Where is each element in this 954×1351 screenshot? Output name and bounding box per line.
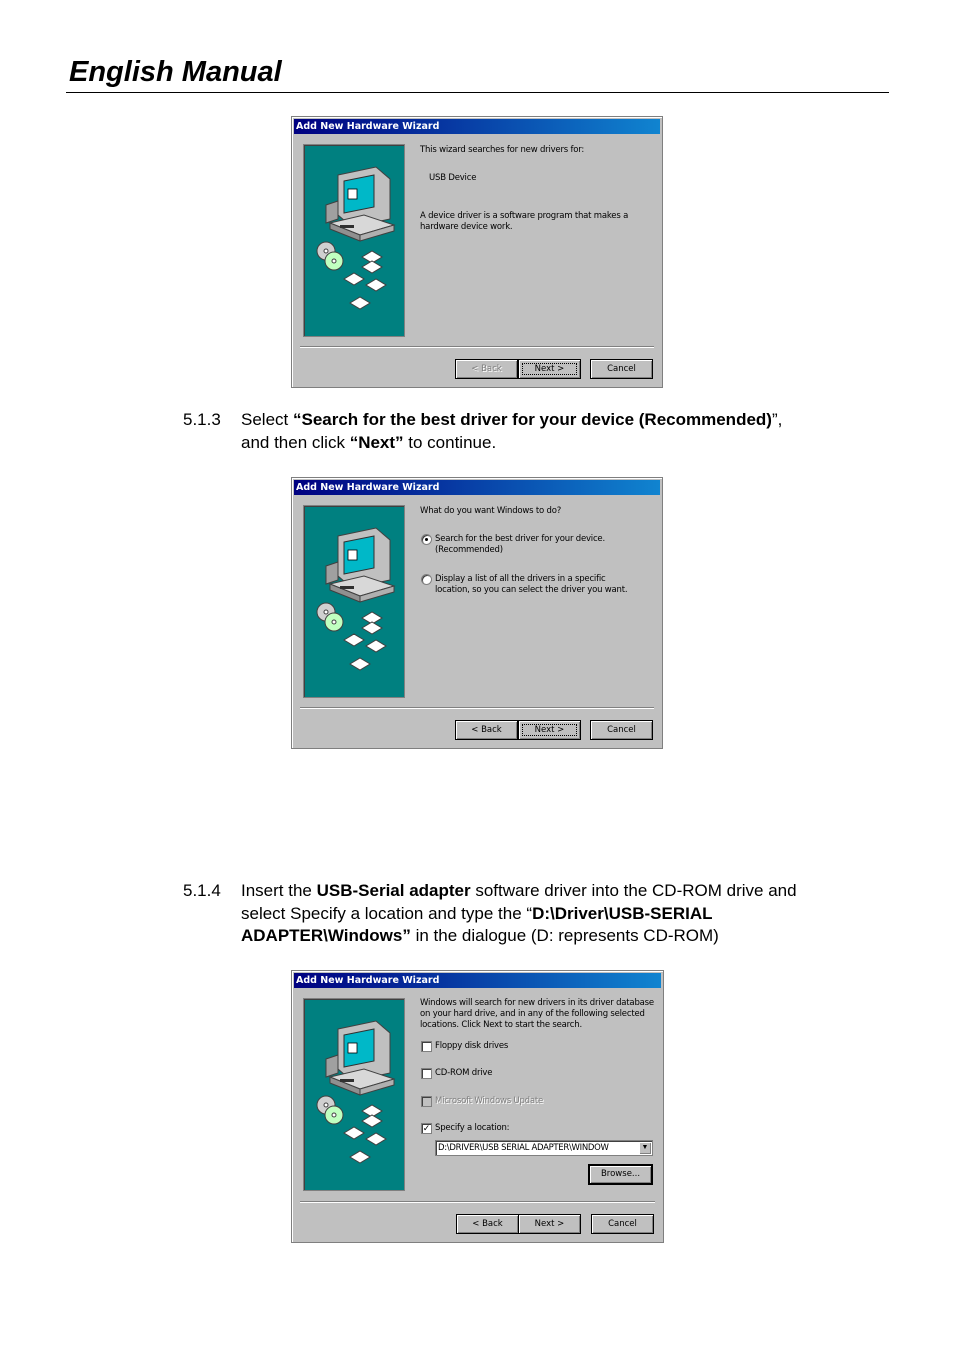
display-driver-list-radio[interactable] <box>421 574 432 585</box>
next-button[interactable]: Next > <box>518 720 581 740</box>
step-text <box>241 409 782 454</box>
step-text-bold: D:\Driver\USB-SERIAL <box>532 903 713 923</box>
computer-cd-icon <box>304 145 404 336</box>
step-text-plain: Select <box>241 410 293 429</box>
floppy-label: Floppy disk drives <box>435 1041 509 1051</box>
search-best-driver-radio[interactable] <box>421 534 432 545</box>
wizard-computer-illustration <box>303 998 405 1191</box>
device-name: USB Device <box>429 173 477 183</box>
step-text-bold: “Next” <box>349 432 404 452</box>
location-input[interactable]: D:\DRIVER\USB SERIAL ADAPTER\WINDOW <box>438 1143 609 1153</box>
intro-line-3: locations. Click Next to start the search. <box>420 1020 582 1030</box>
floppy-checkbox[interactable] <box>421 1041 432 1052</box>
instruction-step-5-1-3 <box>183 409 883 455</box>
wizard-intro-text: This wizard searches for new drivers for: <box>420 145 585 155</box>
page-header-title: English Manual <box>69 56 282 88</box>
back-button[interactable]: < Back <box>456 1214 519 1234</box>
option-list-line-2: location, so you can select the driver you want. <box>435 585 628 595</box>
wizard-computer-illustration <box>303 144 405 337</box>
windows-update-checkbox[interactable] <box>421 1096 432 1107</box>
description-line-1: A device driver is a software program that makes a <box>420 211 629 221</box>
computer-cd-icon <box>304 506 404 697</box>
next-button[interactable]: Next > <box>518 1214 581 1234</box>
step-text-plain: and then click <box>241 432 350 452</box>
dialog-titlebar: Add New Hardware Wizard <box>294 973 661 988</box>
wizard-dialog-3 <box>291 970 664 1243</box>
step-text-plain: software driver into the CD-ROM drive and <box>470 881 797 900</box>
cancel-button[interactable]: Cancel <box>590 720 653 740</box>
browse-button[interactable]: Browse... <box>589 1165 652 1184</box>
step-text-bold: ADAPTER\Windows” <box>241 926 411 945</box>
dialog-separator <box>300 346 654 348</box>
dialog-titlebar: Add New Hardware Wizard <box>294 119 660 134</box>
header-divider <box>66 92 889 93</box>
wizard-dialog-1 <box>291 116 663 388</box>
option-search-line-2: (Recommended) <box>435 545 503 555</box>
back-button[interactable]: < Back <box>455 720 518 740</box>
step-text-plain: ”, <box>771 410 783 429</box>
step-text-plain: to continue. <box>403 432 497 452</box>
location-combobox[interactable] <box>435 1140 653 1156</box>
wizard-dialog-2 <box>291 477 663 749</box>
cdrom-label: CD-ROM drive <box>435 1068 493 1078</box>
specify-location-checkbox[interactable] <box>421 1123 432 1134</box>
wizard-computer-illustration <box>303 505 405 698</box>
step-text-plain: Insert the <box>241 881 317 900</box>
checkmark-icon: ✓ <box>422 1123 431 1133</box>
description-line-2: hardware device work. <box>420 222 513 232</box>
dialog-titlebar: Add New Hardware Wizard <box>294 480 660 495</box>
specify-location-label: Specify a location: <box>435 1123 510 1133</box>
step-text-bold: “Search for the best driver for your device (Recommended) <box>292 410 772 429</box>
step-number: 5.1.3 <box>183 410 221 429</box>
step-number: 5.1.4 <box>183 881 221 900</box>
step-text-plain: in the dialogue (D: represents CD-ROM) <box>410 926 719 945</box>
cdrom-checkbox[interactable] <box>421 1068 432 1079</box>
cancel-button[interactable]: Cancel <box>590 359 653 379</box>
cancel-button[interactable]: Cancel <box>591 1214 654 1234</box>
step-text <box>241 880 797 948</box>
computer-cd-icon <box>304 999 404 1190</box>
intro-line-1: Windows will search for new drivers in its driver database <box>420 998 654 1008</box>
wizard-question: What do you want Windows to do? <box>420 506 562 516</box>
intro-line-2: on your hard drive, and in any of the following selected <box>420 1009 645 1019</box>
next-button[interactable]: Next > <box>518 359 581 379</box>
step-text-plain: select Specify a location and type the “ <box>241 903 533 923</box>
option-search-line-1: Search for the best driver for your device. <box>435 534 605 544</box>
step-text-bold: USB-Serial adapter <box>316 881 471 900</box>
dropdown-arrow-icon[interactable]: ▼ <box>639 1142 651 1154</box>
option-list-line-1: Display a list of all the drivers in a specific <box>435 574 606 584</box>
windows-update-label: Microsoft Windows Update <box>435 1096 544 1106</box>
dialog-separator <box>300 1201 655 1203</box>
instruction-step-5-1-4 <box>183 880 883 950</box>
dialog-separator <box>300 707 654 709</box>
back-button[interactable]: < Back <box>455 359 518 379</box>
